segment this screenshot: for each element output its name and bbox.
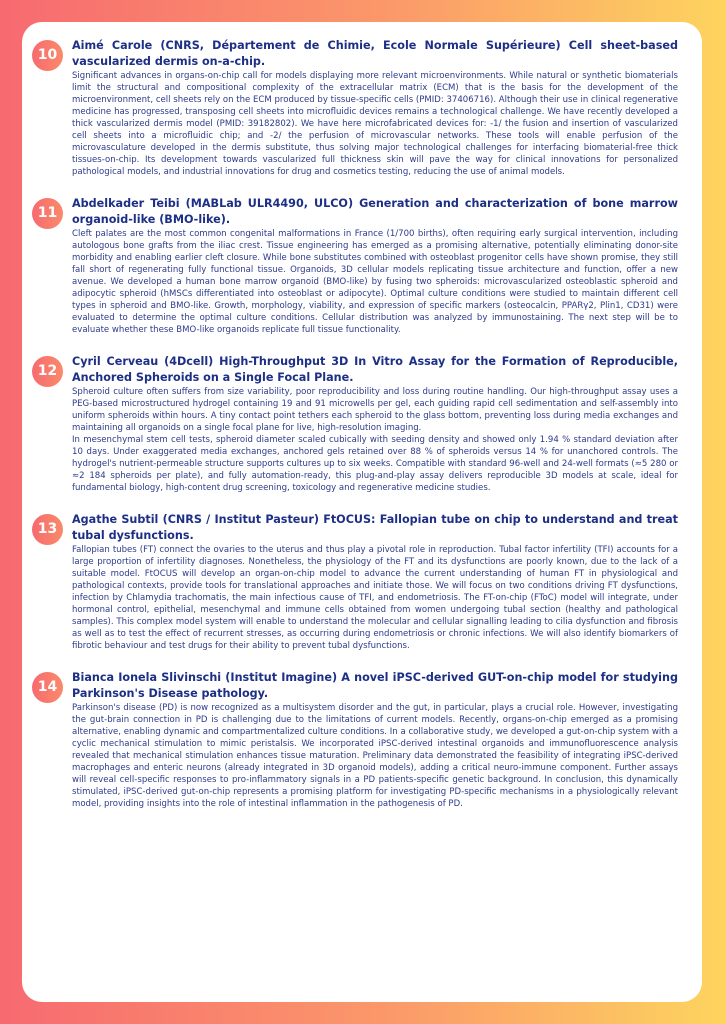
abstract-title: Abdelkader Teibi (MABLab ULR4490, ULCO) Generation and characterization of bone marrow organoid-like (BMO-like). xyxy=(72,197,678,226)
abstract-title: Cyril Cerveau (4Dcell) High-Throughput 3D In Vitro Assay for the Formation of Reproducible, Anchored Spheroids on a Single Focal Plane. xyxy=(72,355,678,384)
abstract-number-badge: 11 xyxy=(32,198,63,229)
abstract-entry xyxy=(37,38,678,178)
abstract-title: Aimé Carole (CNRS, Département de Chimie, Ecole Normale Supérieure) Cell sheet-based vascularized dermis on-a-chip. xyxy=(72,39,678,68)
abstracts-card xyxy=(22,22,702,1002)
abstract-entry xyxy=(37,512,678,652)
abstract-number-badge: 10 xyxy=(32,40,63,71)
abstract-body: Fallopian tubes (FT) connect the ovaries to the uterus and thus play a pivotal role in reproduction. Tubal factor infertility (TFI) accounts for a large proportion of infertility diagnoses. Nonetheless, the physiology of the FT and its dysfunctions are poorly known, due to the lack of a suitable model. FtOCUS will develop an organ-on-chip model to advance the current understanding of human FT in physiological and pathological contexts, provide tools for translational approaches and initiate those. We will focus on two conditions driving FT dysfunctions, infection by Chlamydia trachomatis, the main infectious cause of TFI, and endometriosis. The FT-on-chip (FToC) model will integrate, under hormonal control, epithelial, mesenchymal and immune cells obtained from women undergoing tubal section (healthy and pathological samples). This complex model system will enable to understand the molecular and cellular signalling leading to cilia dysfunction and fibrosis as well as to test the effect of recurrent stresses, as occurring during endometriosis or chronic infections. We will also identify biomarkers of fibrotic behaviour and test drugs for their ability to prevent tubal dysfunctions. xyxy=(72,545,678,651)
abstract-body: Significant advances in organs-on-chip call for models displaying more relevant microenvironments. While natural or synthetic biomaterials limit the structural and compositional complexity of the extracellular matrix (ECM) that is the basis for the development of the microenvironment, cell sheets rely on the ECM produced by tissue-specific cells (PMID: 37406716). Although their use in clinical regenerative medicine has progressed, transposing cell sheets into microfluidic devices remains a technological challenge. We have recently developed a thick vascularized dermis model (PMID: 39182802). We have here microfabricated devices for: -1/ the fusion and insertion of vascularized cell sheets into a microfluidic chip; and -2/ the perfusion of microvascular networks. These tools will enable perfusion of the microvasculature developed in the dermis substitute, thus solving major technological challenges for interfacing biomaterial-free thick tissues-on-chip. Its development towards vascularized full thickness skin will pave the way for clinical innovations for personalized pathological models, and industrial innovations for drug and cosmetics testing, reducing the use of animal models. xyxy=(72,71,678,177)
abstract-entry xyxy=(37,196,678,336)
abstract-body-paragraph-2: In mesenchymal stem cell tests, spheroid diameter scaled cubically with seeding density and showed only 1.94 % standard deviation after 10 days. Under exaggerated media exchanges, anchored gels retained over 88 % of spheroids versus 14 % for unanchored controls. The hydrogel's nutrient-permeable structure supports cultures up to six weeks. Compatible with standard 96-well and 24-well formats (≈5 280 or ≈2 184 spheroids per plate), and fully automation-ready, this plug-and-play assay delivers reproducible 3D models at scale, ideal for fundamental biology, high-content drug screening, toxicology and regenerative medicine studies. xyxy=(72,435,678,493)
abstract-entry xyxy=(37,670,678,810)
abstract-title: Bianca Ionela Slivinschi (Institut Imagine) A novel iPSC-derived GUT-on-chip model for studying Parkinson's Disease pathology. xyxy=(72,671,678,700)
abstract-body: Cleft palates are the most common congenital malformations in France (1/700 births), often requiring early surgical intervention, including autologous bone grafts from the iliac crest. Tissue engineering has emerged as a promising alternative, potentially eliminating donor-site morbidity and enabling earlier cleft closure. While bone substitutes combined with osteoblast progenitor cells have shown promise, they still fall short of regenerating fully functional tissue. Organoids, 3D cellular models replicating tissue architecture and function, offer a new avenue. We developed a human bone marrow organoid (BMO-like) by fusing two spheroids: microvascularized osteoblastic spheroid and adipocytic spheroid (hMSCs differentiated into osteoblast or adipocyte). Optimal culture conditions were studied to maintain different cell types in spheroid and BMO-like. Growth, morphology, viability, and expression of specific markers (osteocalcin, PPARγ2, Plin1, CD31) were evaluated to determine the optimal culture conditions. Cellular distribution was analyzed by immunostaining. The next step will be to evaluate whether these BMO-like organoids replicate full tissue functionality. xyxy=(72,229,678,335)
abstract-number-badge: 13 xyxy=(32,514,63,545)
abstract-body: Spheroid culture often suffers from size variability, poor reproducibility and loss during routine handling. Our high-throughput assay uses a PEG-based microstructured hydrogel containing 19 and 91 microwells per gel, each guiding rapid cell sedimentation and self-assembly into uniform spheroids within hours. A tiny contact point tethers each spheroid to the glass bottom, preventing loss during media exchanges and maintaining all organoids on a single focal plane for live, high-resolution imaging. xyxy=(72,387,678,433)
abstract-number-badge: 12 xyxy=(32,356,63,387)
abstract-title: Agathe Subtil (CNRS / Institut Pasteur) FtOCUS: Fallopian tube on chip to understand and treat tubal dysfunctions. xyxy=(72,513,678,542)
abstract-body: Parkinson's disease (PD) is now recognized as a multisystem disorder and the gut, in particular, plays a crucial role. However, investigating the gut-brain connection in PD is challenging due to the limitations of current models. Recently, organs-on-chip emerged as a promising alternative, enabling dynamic and compartmentalized culture conditions. In a collaborative study, we developed a gut-on-chip system with a cyclic mechanical stimulation to mimic peristalsis. We incorporated iPSC-derived intestinal organoids and immunofluorescence analysis revealed that mechanical stimulation enhances tissue maturation. Preliminary data demonstrated the feasibility of integrating iPSC-derived macrophages and enteric neurons (already integrated in 3D organoid models), adding a critical neuro-immune component. Further assays will reveal cell-specific responses to pro-inflammatory signals in a PD patients-specific genetic background. In conclusion, this dynamically stimulated, iPSC-derived gut-on-chip represents a promising platform for investigating PD-specific mechanisms in a physiologically relevant model, providing insights into the role of intestinal inflammation in the pathogenesis of PD. xyxy=(72,703,678,809)
abstract-number-badge: 14 xyxy=(32,672,63,703)
abstract-entry xyxy=(37,354,678,494)
